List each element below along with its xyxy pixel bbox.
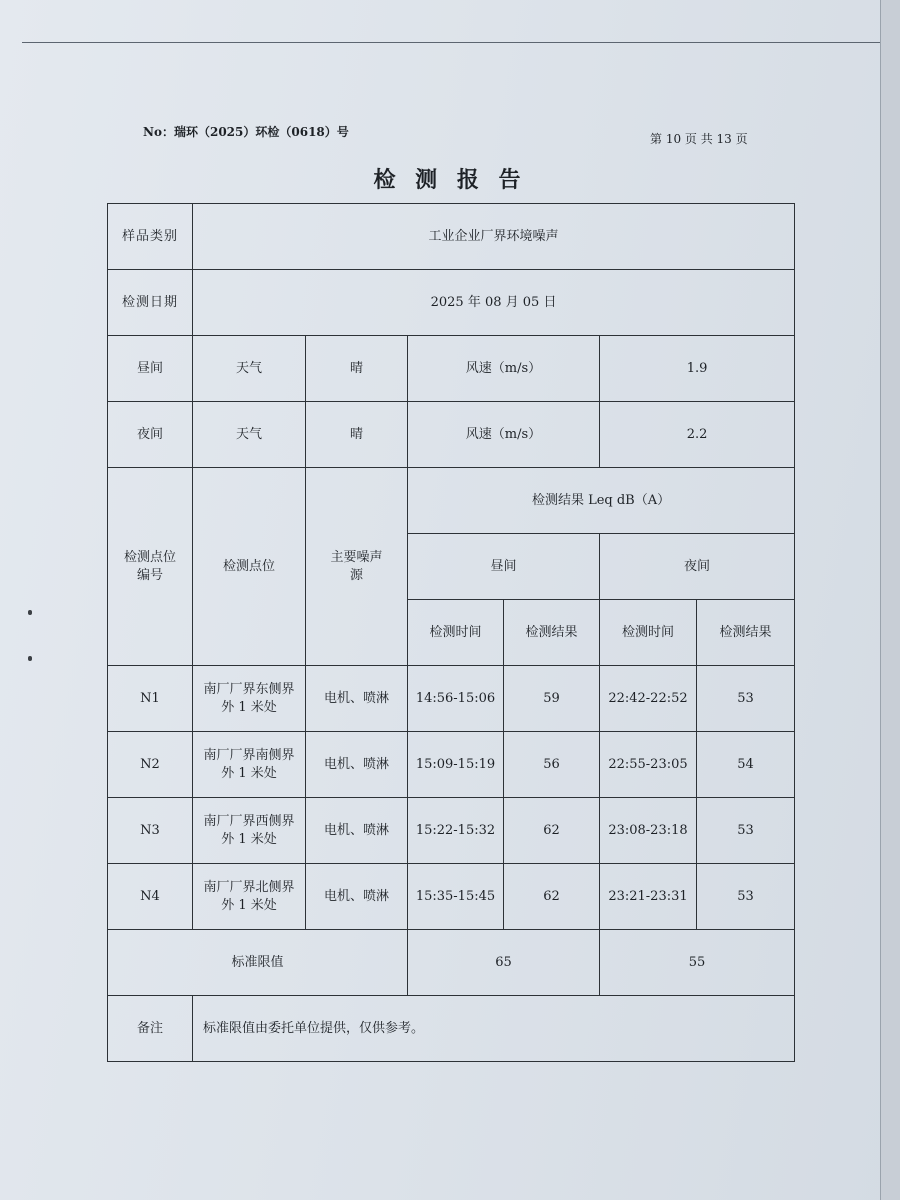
header-point: 检测点位 [193,468,306,666]
row-night-result: 53 [697,864,795,930]
table-row [108,798,795,864]
row-point: 南厂厂界东侧界外 1 米处 [193,666,306,732]
night-wind-label: 风速（m/s） [408,402,600,468]
remark-label: 备注 [108,996,193,1062]
row-night-result: 53 [697,798,795,864]
header-night-result: 检测结果 [697,600,795,666]
table-row [108,864,795,930]
day-wind-label: 风速（m/s） [408,336,600,402]
report-number: No：瑞环（2025）环检（0618）号 [143,125,349,139]
table-row [108,732,795,798]
day-label: 昼间 [108,336,193,402]
row-point: 南厂厂界西侧界外 1 米处 [193,798,306,864]
limit-day-value: 65 [408,930,600,996]
header-day: 昼间 [408,534,600,600]
row-point: 南厂厂界北侧界外 1 米处 [193,864,306,930]
day-wind-value: 1.9 [600,336,795,402]
row-day-time: 14:56-15:06 [408,666,504,732]
row-night-result: 53 [697,666,795,732]
row-source: 电机、喷淋 [306,732,408,798]
row-day-result: 62 [504,798,600,864]
limit-night-value: 55 [600,930,795,996]
row-point: 南厂厂界南侧界外 1 米处 [193,732,306,798]
row-source: 电机、喷淋 [306,666,408,732]
row-point-id: N4 [108,864,193,930]
row-source: 电机、喷淋 [306,864,408,930]
row-night-time: 23:08-23:18 [600,798,697,864]
night-label: 夜间 [108,402,193,468]
header-point-id: 检测点位编号 [108,468,193,666]
row-point-id: N2 [108,732,193,798]
row-night-time: 22:55-23:05 [600,732,697,798]
top-rule-line [22,42,882,43]
header-result-group: 检测结果 Leq dB（A） [408,468,795,534]
day-weather-value: 晴 [306,336,408,402]
row-night-time: 22:42-22:52 [600,666,697,732]
limit-label: 标准限值 [108,930,408,996]
noise-report-table [107,203,795,1062]
table-row [108,666,795,732]
sample-type-value: 工业企业厂界环境噪声 [193,204,795,270]
binding-hole [28,610,32,615]
row-day-time: 15:09-15:19 [408,732,504,798]
row-day-time: 15:35-15:45 [408,864,504,930]
remark-text: 标准限值由委托单位提供，仅供参考。 [193,996,795,1062]
row-source: 电机、喷淋 [306,798,408,864]
page-indicator: 第 10 页 共 13 页 [650,132,748,146]
row-day-result: 59 [504,666,600,732]
header-day-result: 检测结果 [504,600,600,666]
document-title: 检 测 报 告 [373,167,527,193]
header-night-time: 检测时间 [600,600,697,666]
row-point-id: N1 [108,666,193,732]
test-date-value: 2025 年 08 月 05 日 [193,270,795,336]
row-night-result: 54 [697,732,795,798]
row-day-result: 56 [504,732,600,798]
header-night: 夜间 [600,534,795,600]
header-day-time: 检测时间 [408,600,504,666]
row-night-time: 23:21-23:31 [600,864,697,930]
row-point-id: N3 [108,798,193,864]
day-weather-label: 天气 [193,336,306,402]
test-date-label: 检测日期 [108,270,193,336]
row-day-result: 62 [504,864,600,930]
night-weather-value: 晴 [306,402,408,468]
night-weather-label: 天气 [193,402,306,468]
night-wind-value: 2.2 [600,402,795,468]
header-source: 主要噪声源 [306,468,408,666]
row-day-time: 15:22-15:32 [408,798,504,864]
binding-hole [28,656,32,661]
sample-type-label: 样品类别 [108,204,193,270]
